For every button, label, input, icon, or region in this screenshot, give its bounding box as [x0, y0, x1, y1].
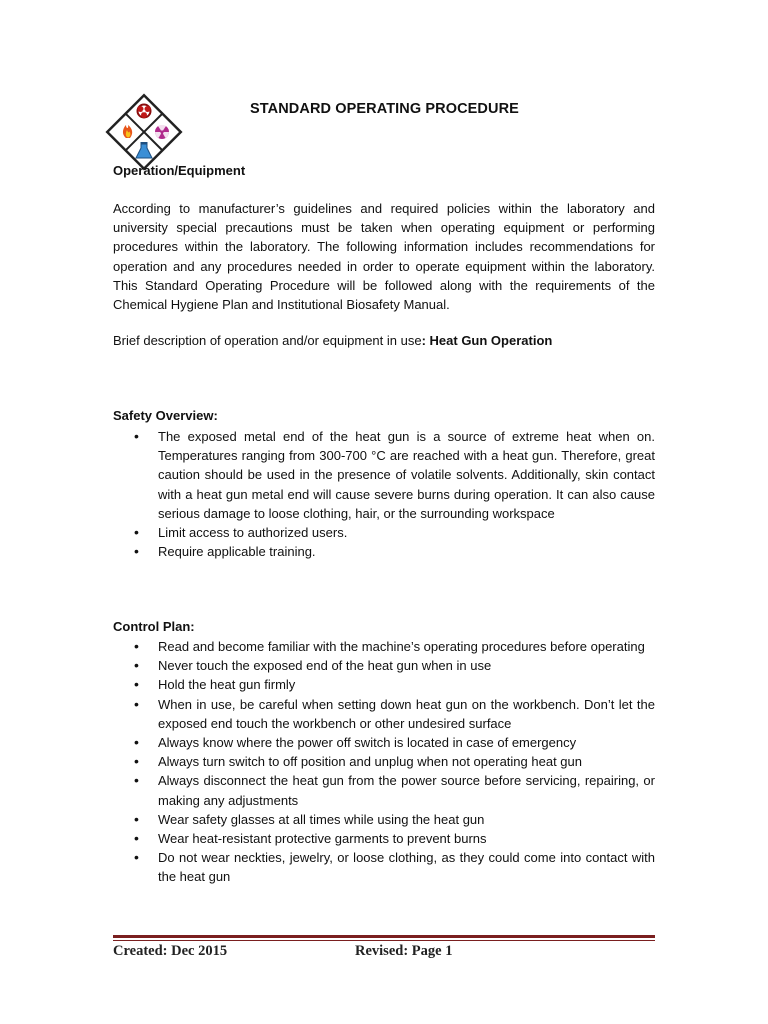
footer-rule-thin: [113, 940, 655, 941]
list-item: • Always disconnect the heat gun from the power source before servicing, repairing, or making any adjustments: [113, 771, 655, 809]
brief-description: [113, 333, 552, 348]
list-item: • Never touch the exposed end of the heat gun when in use: [113, 656, 655, 675]
list-item: • Hold the heat gun firmly: [113, 675, 655, 694]
list-item: • Always turn switch to off position and unplug when not operating heat gun: [113, 752, 655, 771]
list-item: • The exposed metal end of the heat gun is a source of extreme heat when on. Temperatures ranging from 300-700 °C are reached with a heat gun. Therefore, great caution should be used in the presence of volatile solvents. Additionally, skin contact with a heat gun metal end will cause severe burns during operation. It can also cause serious damage to loose clothing, hair, or the surrounding workspace: [113, 427, 655, 523]
list-item: • Wear safety glasses at all times while using the heat gun: [113, 810, 655, 829]
list-item: • Wear heat-resistant protective garments to prevent burns: [113, 829, 655, 848]
list-item: • Do not wear neckties, jewelry, or loose clothing, as they could come into contact with the heat gun: [113, 848, 655, 886]
control-plan-list: [113, 637, 655, 887]
operation-equipment-heading: Operation/Equipment: [113, 163, 246, 178]
footer-revised-page: Revised: Page 1: [355, 943, 453, 959]
list-item: • When in use, be careful when setting down heat gun on the workbench. Don’t let the exposed end touch the workbench or other undesired surface: [113, 695, 655, 733]
footer-created: Created: Dec 2015: [113, 943, 228, 959]
brief-description-value: : Heat Gun Operation: [421, 333, 553, 348]
safety-overview-list: [113, 427, 655, 561]
list-item: • Require applicable training.: [113, 542, 655, 561]
control-plan-heading: Control Plan:: [113, 619, 195, 634]
list-item: • Read and become familiar with the machine’s operating procedures before operating: [113, 637, 655, 656]
brief-description-label: Brief description of operation and/or equipment in use: [113, 333, 422, 348]
page-title: STANDARD OPERATING PROCEDURE: [250, 101, 519, 117]
intro-paragraph: According to manufacturer’s guidelines and required policies within the laboratory and university special precautions must be taken when operating equipment or performing procedures within the laboratory. The following information includes recommendations for operation and any procedures needed in order to operate equipment within the laboratory. This Standard Operating Procedure will be followed along with the requirements of the Chemical Hygiene Plan and Institutional Biosafety Manual.: [113, 201, 655, 313]
safety-overview-heading: Safety Overview:: [113, 408, 218, 423]
list-item: • Always know where the power off switch is located in case of emergency: [113, 733, 655, 752]
list-item: • Limit access to authorized users.: [113, 523, 655, 542]
footer-rule: [113, 935, 655, 938]
hazard-diamond-icon: [104, 92, 184, 172]
